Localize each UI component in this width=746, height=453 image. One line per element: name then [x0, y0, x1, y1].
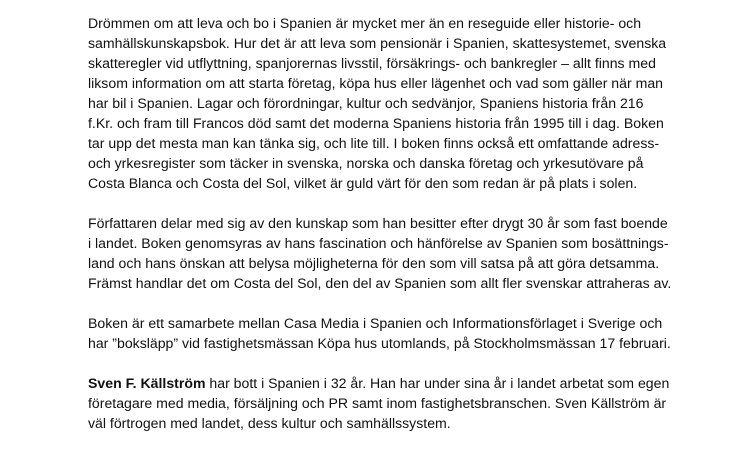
text-line: Främst handlar det om Costa del Sol, den del av Spanien som allt fler svenskar attraheras av. [88, 275, 672, 291]
author-name: Sven F. Källström [88, 375, 206, 391]
text-line: och yrkesregister som täcker in svenska, norska och danska företag och yrkesutövare på [88, 155, 644, 171]
text-line: har bil i Spanien. Lagar och förordningar, kultur och sedvänjor, Spaniens historia från 216 [88, 95, 644, 111]
text-line [88, 373, 684, 393]
text-line: Författaren delar med sig av den kunskap som han besitter efter drygt 30 år som fast boende [88, 215, 668, 231]
paragraph-collaboration [88, 313, 684, 353]
paragraph-intro [88, 13, 684, 193]
paragraph-author-bio [88, 373, 684, 433]
text-line: f.Kr. och fram till Francos död samt det moderna Spaniens historia från 1995 till i dag. Boken [88, 115, 664, 131]
author-bio-first-line: har bott i Spanien i 32 år. Han har under sina år i landet arbetat som egen [205, 375, 670, 391]
text-line: Costa Blanca och Costa del Sol, vilket är guld värt för den som redan är på plats i solen. [88, 175, 638, 191]
text-line: väl förtrogen med landet, dess kultur och samhällssystem. [88, 415, 451, 431]
text-line: land och hans önskan att belysa möjligheterna för den som vill satsa på att göra detsamma. [88, 255, 660, 271]
text-line: företagare med media, försäljning och PR samt inom fastighetsbranschen. Sven Källström är [88, 395, 667, 411]
text-line: i landet. Boken genomsyras av hans fascination och hänförelse av Spanien som bosättnings- [88, 235, 669, 251]
text-line: Drömmen om att leva och bo i Spanien är mycket mer än en reseguide eller historie- och [88, 15, 642, 31]
text-line: har ”boksläpp” vid fastighetsmässan Köpa hus utomlands, på Stockholmsmässan 17 februari. [88, 335, 671, 351]
text-line: samhällskunskapsbok. Hur det är att leva som pensionär i Spanien, skattesystemet, svenska [88, 35, 667, 51]
document-body [88, 13, 684, 453]
text-line: liksom information om att starta företag, köpa hus eller lägenhet och vad som gäller när man [88, 75, 664, 91]
paragraph-author-knowledge [88, 213, 684, 293]
text-line: skatteregler vid utflyttning, spanjorernas livsstil, försäkrings- och bankregler – allt finns med [88, 55, 656, 71]
text-line: Boken är ett samarbete mellan Casa Media i Spanien och Informationsförlaget i Sverige och [88, 315, 663, 331]
text-line: tar upp det mesta man kan tänka sig, och lite till. I boken finns också ett omfattande adress- [88, 135, 660, 151]
